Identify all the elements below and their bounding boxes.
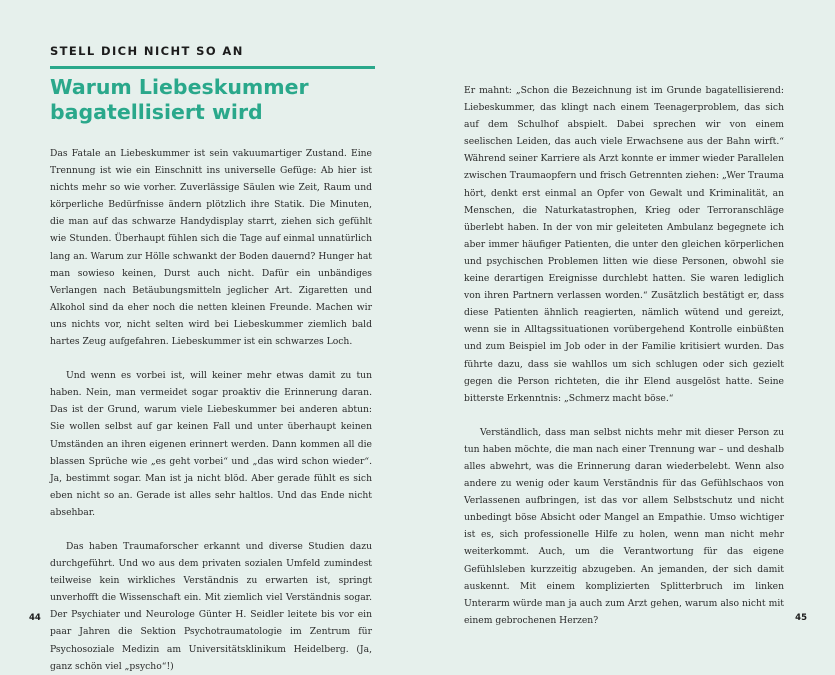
paragraph: Das haben Traumaforscher erkannt und diverse Studien dazu durchgeführt. Und wo aus dem privaten sozialen Umfeld zumindest teilweise kein wirkliches Verständnis zu erwarten ist, springt unverhofft die Wissenschaft ein. Mit ziemlich viel Verständnis sogar. Der Psychiater und Neurologe Günter H. Seidler leitete bis vor ein paar Jahren die Sektion Psychotraumatologie im Zentrum für Psychosoziale Medizin am Universitätsklinikum Heidelberg. (Ja, ganz schön viel „psycho“!) xyxy=(50,540,372,672)
paragraph: Und wenn es vorbei ist, will keiner mehr etwas damit zu tun haben. Nein, man vermeidet sogar proaktiv die Erinnerung daran. Das ist der Grund, warum viele Liebeskummer bei anderen abtun: Sie wollen selbst auf gar keinen Fall und unter überhaupt keinen Umständen an ihren eigenen erinnert werden. Dann kommen all die blassen Sprüche wie „es geht vorbei“ und „das wird schon wieder“. Ja, bestimmt sogar. Man ist ja nicht blöd. Aber gerade fühlt es sich eben nicht so an. Gerade ist alles sehr haltlos. Und das Ende nicht absehbar. xyxy=(50,370,372,518)
left-body-text xyxy=(50,145,372,675)
paragraph: Verständlich, dass man selbst nichts mehr mit dieser Person zu tun haben möchte, die man nach einer Trennung war – und deshalb alles abwehrt, was die Erinnerung daran wiederbelebt. Wenn also andere zu wenig oder kaum Verständnis für das Gefühlschaos von Verlassenen aufbringen, ist das vor allem Selbstschutz und nicht unbedingt böse Absicht oder Mangel an Empathie. Umso wichtiger ist es, sich professionelle Hilfe zu holen, wenn man nicht mehr weiterkommt. Auch, um die Verantwortung für das eigene Gefühlsleben kurzzeitig abzugeben. An jemanden, der sich damit auskennt. Mit einem komplizierten Splitterbruch im linken Unterarm würde man ja auch zum Arzt gehen, warum also nicht mit einem gebrochenen Herzen? xyxy=(464,426,784,626)
right-page xyxy=(418,0,835,648)
page-number-right: 45 xyxy=(795,613,807,623)
page-number-left: 44 xyxy=(29,613,41,623)
left-page xyxy=(0,0,417,672)
paragraph: Er mahnt: „Schon die Bezeichnung ist im Grunde bagatellisierend: Liebeskummer, das klingt nach einem Teenagerproblem, das sich auf dem Schulhof abspielt. Dabei sprechen wir von einem seelischen Leiden, das auch viele Erwachsene aus der Bahn wirft.“ Während seiner Karriere als Arzt konnte er immer wieder Parallelen zwischen Traumaopfern und frisch Getrennten ziehen: „Wer Trauma hört, denkt erst einmal an Opfer von Gewalt und Kriminalität, an Menschen, die Naturkatastrophen, Krieg oder Terroranschläge überlebt haben. In der von mir geleiteten Ambulanz begegnete ich aber immer häufiger Patienten, die unter den gleichen körperlichen und psychischen Problemen litten wie diese Personen, obwohl sie keine derartigen Ereignisse durchlebt hatten. Sie waren lediglich von ihren Partnern verlassen worden.“ Zusätzlich bestätigt er, dass diese Patienten ähnlich reagierten, nämlich wütend und gereizt, wenn sie in Alltagssituationen vorübergehend Kontrolle einbüßten und zum Beispiel im Job oder in der Familie kritisiert wurden. Das führte dazu, dass sie wahllos um sich schlugen oder sich gezielt gegen die Person richteten, die ihr Elend ausgelöst hatte. Seine bitterste Erkenntnis: „Schmerz macht böse.“ xyxy=(464,85,784,404)
chapter-title: Warum Liebeskummer bagatellisiert wird xyxy=(50,75,309,124)
paragraph: Das Fatale an Liebeskummer ist sein vakuumartiger Zustand. Eine Trennung ist wie ein Einschnitt ins universelle Gefüge: Ab hier ist nichts mehr so wie vorher. Zuverlässige Säulen wie Zeit, Raum und körperliche Bedürfnisse ändern plötzlich ihre Statik. Die Minuten, die man auf das schwarze Handydisplay starrt, ziehen sich gefühlt wie Stunden. Überhaupt fühlen sich die Tage auf einmal unnatürlich lang an. Warum zur Hölle schwankt der Boden dauernd? Hunger hat man sowieso keinen, Durst auch nicht. Dafür ein unbändiges Verlangen nach Betäubungsmitteln jeglicher Art. Zigaretten und Alkohol sind da eher noch die netten kleinen Freunde. Machen wir uns nichts vor, nicht selten wird bei Liebeskummer ziemlich bald hartes Zeug aufgefahren. Liebeskummer ist ein schwarzes Loch. xyxy=(50,148,372,348)
section-label: STELL DICH NICHT SO AN xyxy=(50,44,244,58)
title-divider xyxy=(50,66,375,69)
right-body-text xyxy=(464,82,784,629)
